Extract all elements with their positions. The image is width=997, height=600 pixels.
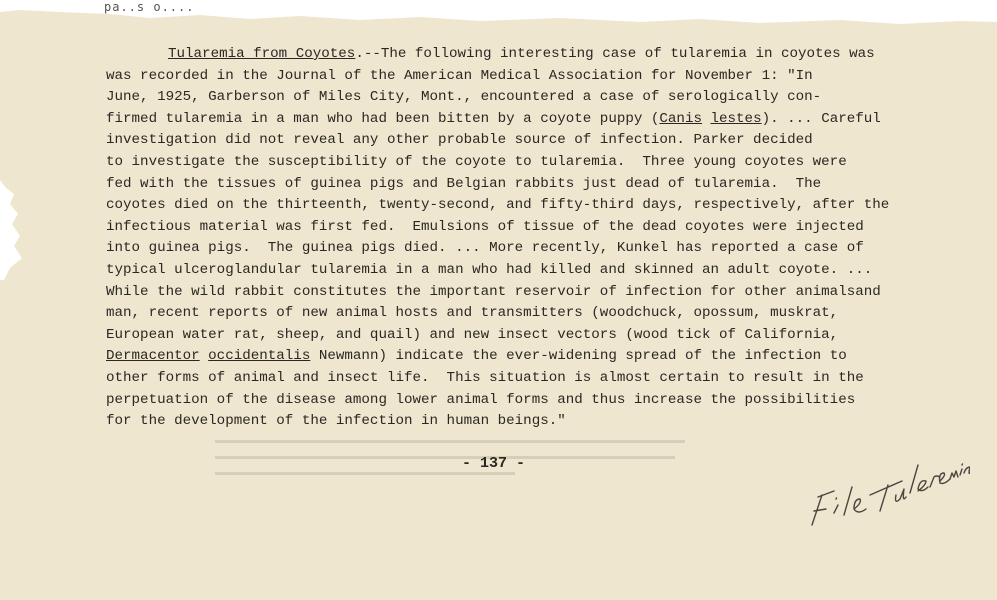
handwritten-file-note [800, 455, 970, 535]
species-canis: Canis [659, 110, 702, 127]
species-occidentalis: occidentalis [208, 348, 311, 365]
text-line: into guinea pigs. The guinea pigs died. ... More recently, Kunkel has reported a case of [106, 240, 864, 257]
cut-off-text-remnant: pa..s o.... [104, 0, 195, 14]
text-line: Dermacentor occidentalis Newmann) indicate the ever-widening spread of the infection to [106, 348, 847, 365]
page-number: - 137 - [462, 455, 526, 472]
text-line: man, recent reports of new animal hosts and transmitters (woodchuck, opossum, muskrat, [106, 305, 839, 322]
text-line: typical ulceroglandular tularemia in a man who had killed and skinned an adult coyote. ... [106, 261, 873, 278]
genus-dermacentor: Dermacentor [106, 348, 200, 365]
text-line: fed with the tissues of guinea pigs and Belgian rabbits just dead of tularemia. The [106, 175, 822, 192]
paragraph-tularemia-from-coyotes [106, 44, 921, 433]
text-line: other forms of animal and insect life. This situation is almost certain to result in the [106, 369, 864, 386]
section-title: Tularemia from Coyotes [168, 46, 356, 62]
text-line: perpetuation of the disease among lower animal forms and thus increase the possibilities [106, 391, 856, 408]
text-line: for the development of the infection in human beings." [106, 413, 566, 430]
text-line: investigation did not reveal any other probable source of infection. Parker decided [106, 132, 813, 149]
text-line: firmed tularemia in a man who had been bitten by a coyote puppy (Canis lestes). ... Careful [106, 110, 881, 127]
text-line: infectious material was first fed. Emulsions of tissue of the dead coyotes were injected [106, 218, 864, 235]
species-lestes: lestes [710, 110, 762, 127]
text-line: European water rat, sheep, and quail) and new insect vectors (wood tick of California, [106, 326, 839, 343]
text-line: to investigate the susceptibility of the coyote to tularemia. Three young coyotes were [106, 153, 847, 170]
torn-left-edge [0, 180, 26, 280]
text-line: Tularemia from Coyotes.--The following interesting case of tularemia in coyotes was [168, 46, 875, 62]
bleed-through-text [215, 436, 695, 476]
text-line: June, 1925, Garberson of Miles City, Mont., encountered a case of serologically con- [106, 89, 822, 106]
text-line: coyotes died on the thirteenth, twenty-second, and fifty-third days, respectively, after the [106, 197, 890, 214]
text-line: While the wild rabbit constitutes the important reservoir of infection for other animalsand [106, 283, 881, 300]
text-line: was recorded in the Journal of the American Medical Association for November 1: "In [106, 67, 813, 84]
